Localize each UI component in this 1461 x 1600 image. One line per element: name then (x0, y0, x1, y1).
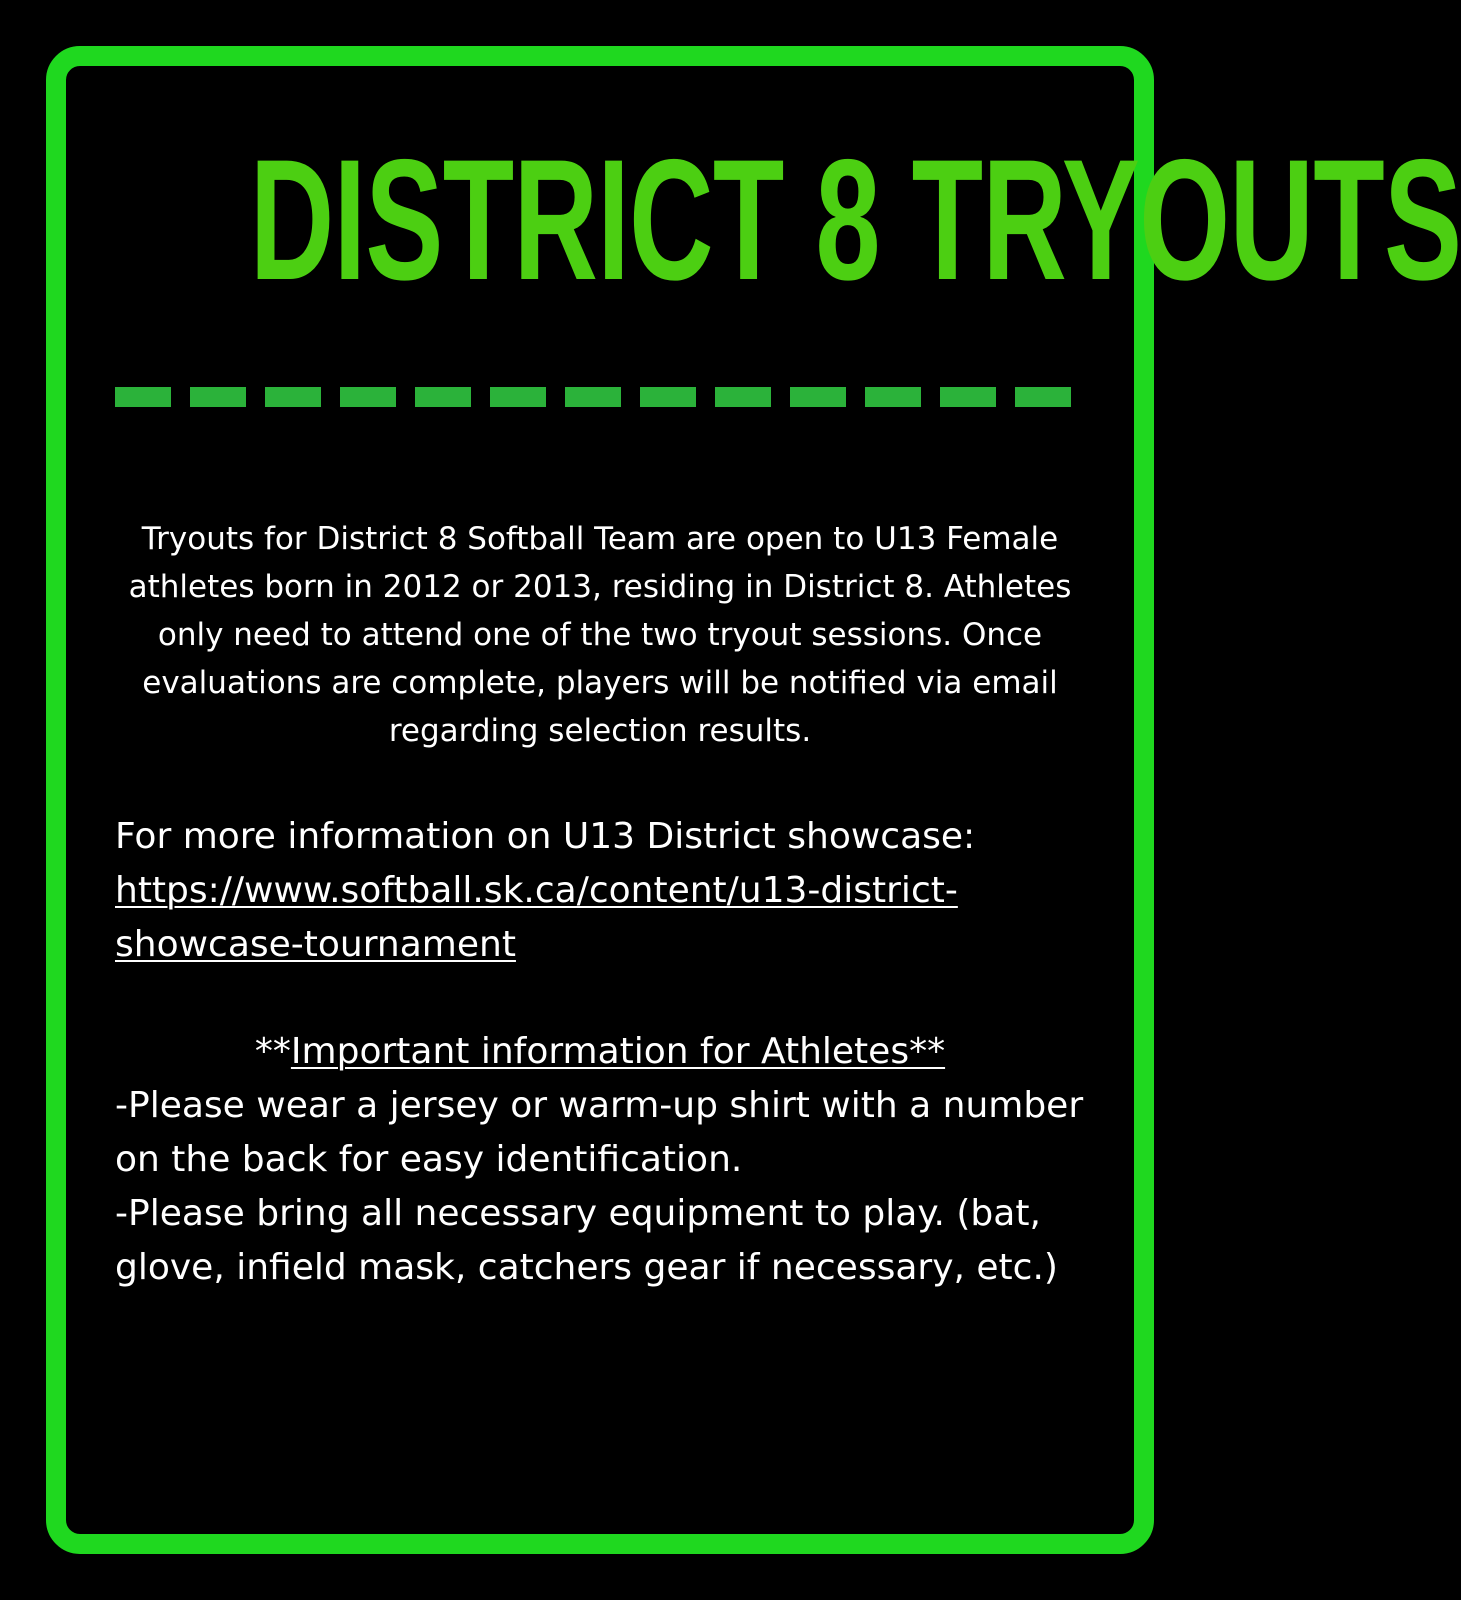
important-heading (115, 1025, 1085, 1079)
divider-dash (1015, 387, 1071, 407)
intro-paragraph: Tryouts for District 8 Softball Team are open to U13 Female athletes born in 2012 or 2013, residing in District 8. Athletes only need to attend one of the two tryout sessions. Once evaluations are complete, players will be notified via email regarding selection results. (128, 521, 1072, 749)
divider-dash (190, 387, 246, 407)
athlete-instructions (115, 1079, 1105, 1295)
more-info-label: For more information on U13 District showcase: (115, 816, 976, 857)
divider-dash (715, 387, 771, 407)
poster-title: DISTRICT 8 TRYOUTS (249, 124, 1461, 316)
more-info-section (115, 810, 1105, 972)
important-heading-text: Important information for Athletes** (290, 1031, 946, 1072)
instruction-item: -Please wear a jersey or warm-up shirt with a number on the back for easy identification. (115, 1085, 1084, 1180)
divider-dash (565, 387, 621, 407)
divider-dash (340, 387, 396, 407)
divider-dash (940, 387, 996, 407)
important-prefix: ** (254, 1031, 291, 1072)
divider-dash (115, 387, 171, 407)
divider-dash (790, 387, 846, 407)
divider-dash (265, 387, 321, 407)
dashed-divider (115, 387, 1073, 407)
divider-dash (640, 387, 696, 407)
divider-dash (865, 387, 921, 407)
showcase-link[interactable]: https://www.softball.sk.ca/content/u13-district-showcase-tournament (115, 870, 958, 965)
divider-dash (415, 387, 471, 407)
divider-dash (490, 387, 546, 407)
instruction-item: -Please bring all necessary equipment to play. (bat, glove, infield mask, catchers gear if necessary, etc.) (115, 1193, 1058, 1288)
